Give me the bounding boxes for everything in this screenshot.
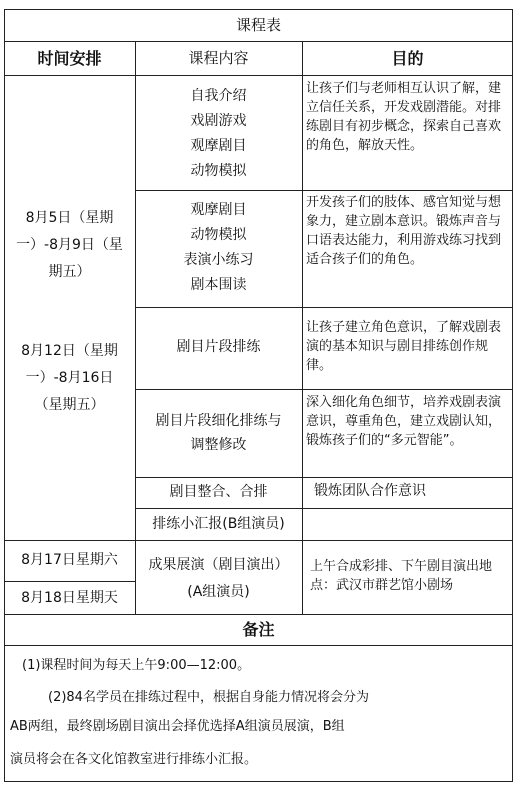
content-cell-5: 剧目整合、合排: [169, 484, 268, 500]
table-border-right: [512, 9, 513, 782]
row-divider-2: [135, 307, 513, 308]
row-divider-5: [135, 508, 513, 509]
note-line: (1)课程时间为每天上午9:00—12:00。: [22, 658, 251, 673]
rule-under-header: [4, 75, 513, 76]
content-cell-1: [135, 84, 302, 184]
goal-cell-5: 锻炼团队合作意识: [314, 483, 426, 499]
note-line: (2)84名学员在排练过程中，根据自身能力情况将会分为: [48, 690, 369, 705]
content-item: 调整修改: [190, 437, 247, 453]
column-divider-2: [302, 41, 303, 540]
content-item: 剧目片段细化排练与: [155, 413, 282, 429]
table-border-bottom: [4, 781, 513, 782]
time-line: 期五）: [48, 264, 91, 280]
time-line: 8月5日（星期: [25, 210, 114, 226]
row-divider-time-split: [4, 581, 135, 582]
content-item: 自我介绍: [190, 88, 247, 104]
time-block-3b: 8月18日星期天: [21, 590, 118, 606]
goal-cell-2: 开发孩子们的肢体、感官知觉与想象力，建立剧本意识。锻炼声音与口语表达能力，利用游戏练习找到适合孩子们的角色。: [306, 195, 502, 267]
content-item: 戏剧游戏: [190, 113, 247, 129]
content-cell-6: 排练小汇报(B组演员): [152, 516, 285, 532]
content-cell-2: [135, 198, 302, 298]
row-divider-4: [135, 477, 513, 478]
content-cell-7: [135, 552, 302, 606]
time-line: （星期五）: [34, 397, 105, 413]
content-item: 成果展演（剧目演出）: [148, 557, 289, 573]
time-block-3a: 8月17日星期六: [21, 552, 118, 568]
content-item: (A组演员): [187, 584, 250, 600]
note-line: 演员将会在各文化馆教室进行排练小汇报。: [10, 752, 258, 767]
time-block-1: [4, 205, 135, 286]
header-content: 课程内容: [188, 49, 249, 67]
row-divider-6: [4, 540, 513, 541]
content-item: 观摩剧目: [190, 202, 247, 218]
goal-cell-3: 让孩子建立角色意识，了解戏剧表演的基本知识与剧目排练创作规律。: [306, 320, 502, 373]
table-border-top: [4, 9, 513, 10]
row-divider-1: [135, 190, 513, 191]
content-cell-4: [135, 409, 302, 457]
goal-cell-4: 深入细化角色细节，培养戏剧表演意识，尊重角色，建立戏剧认知，锻炼孩子们的“多元智能”。: [306, 395, 502, 448]
content-item: 观摩剧目: [190, 138, 247, 154]
content-cell-3: 剧目片段排练: [176, 339, 261, 355]
content-item: 表演小练习: [183, 252, 254, 268]
goal-cell-1: 让孩子们与老师相互认识了解，建立信任关系，开发戏剧潜能。对排练剧目有初步概念，探索自己喜欢的角色，解放天性。: [306, 81, 502, 153]
content-item: 动物模拟: [190, 227, 247, 243]
header-time: 时间安排: [37, 49, 102, 68]
content-item: 动物模拟: [190, 163, 247, 179]
notes-header: 备注: [242, 620, 275, 639]
time-block-2: [4, 338, 135, 419]
rule-under-title: [4, 41, 513, 42]
time-line: 一）-8月9日（星: [16, 237, 123, 253]
header-goal: 目的: [391, 49, 424, 68]
goal-cell-7: 上午合成彩排、下午剧目演出地点：武汉市群艺馆小剧场: [310, 559, 493, 593]
content-item: 剧本围读: [190, 277, 247, 293]
time-line: 8月12日（星期: [21, 343, 118, 359]
table-title: 课程表: [235, 16, 281, 34]
rule-under-notes-header: [4, 645, 513, 646]
column-divider-2b: [302, 540, 303, 614]
row-divider-notes: [4, 614, 513, 615]
note-line: AB两组，最终剧场剧目演出会择优选择A组演员展演，B组: [10, 719, 345, 734]
row-divider-3: [135, 389, 513, 390]
time-line: 一）-8月16日: [25, 370, 114, 386]
